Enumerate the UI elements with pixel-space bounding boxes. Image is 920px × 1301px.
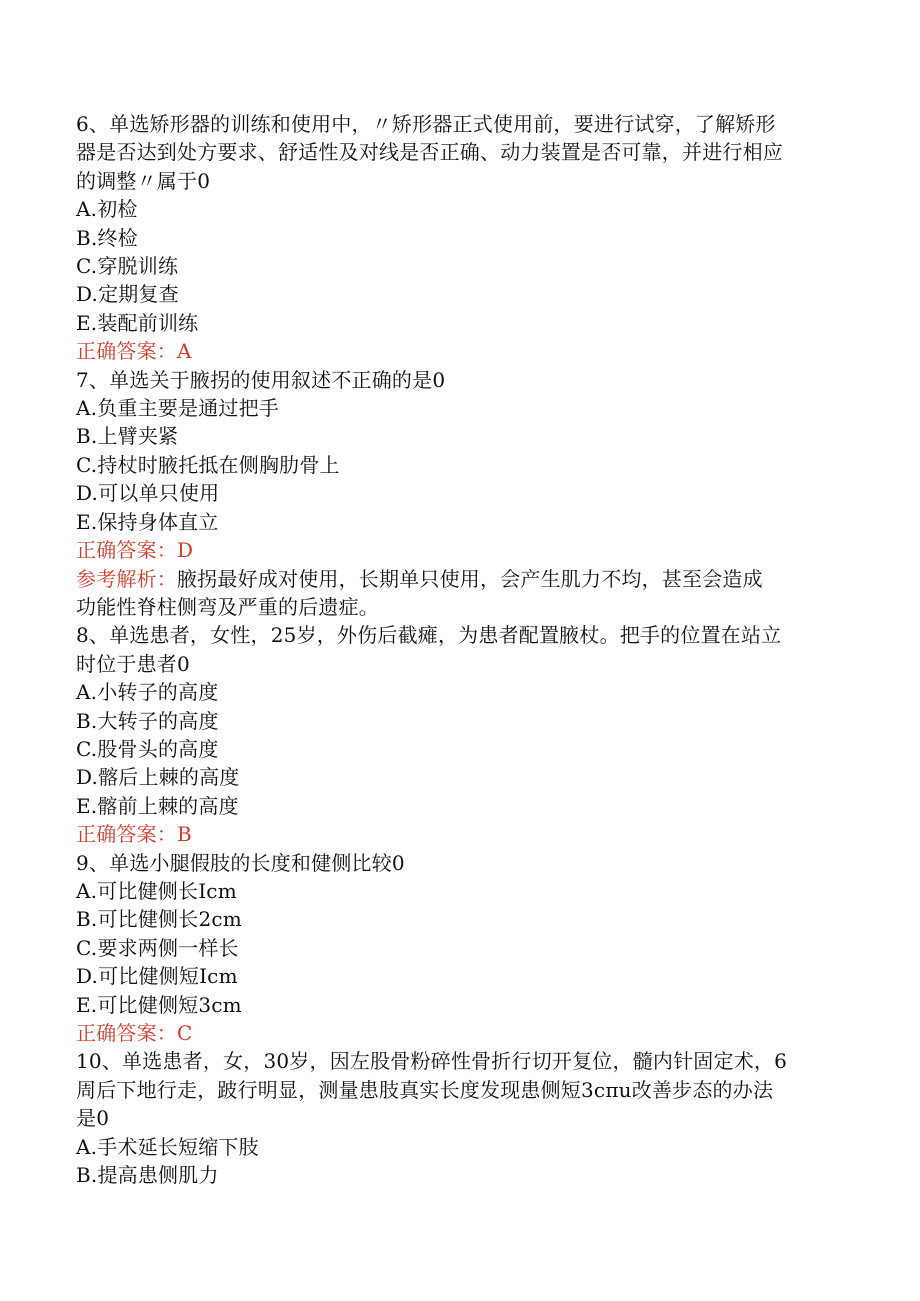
- option-b: B.大转子的高度: [76, 708, 219, 733]
- answer-line: [76, 1019, 846, 1047]
- option-d: D.髂后上棘的高度: [76, 765, 240, 790]
- answer-label: 正确答案：: [76, 538, 177, 563]
- option-b: B.可比健侧长2cm: [76, 907, 242, 932]
- option-c: C.股骨头的高度: [76, 736, 219, 761]
- option-a: A.可比健侧长Icm: [76, 878, 237, 903]
- answer-value: D: [177, 538, 194, 563]
- option-a: A.小转子的高度: [76, 680, 219, 705]
- option-d: D.可比健侧短Icm: [76, 964, 238, 989]
- question-stem-line: 7、单选关于腋拐的使用叙述不正确的是0: [76, 367, 446, 392]
- answer-line: [76, 337, 846, 365]
- option-e: E.髂前上棘的高度: [76, 793, 239, 818]
- analysis-text: 腋拐最好成对使用，长期单只使用，会产生肌力不均，甚至会造成: [177, 566, 763, 591]
- answer-label: 正确答案：: [76, 339, 177, 364]
- question-7: [76, 366, 846, 622]
- question-10: [76, 1047, 846, 1189]
- question-stem-line: 时位于患者0: [76, 651, 190, 676]
- option-e: E.保持身体直立: [76, 509, 219, 534]
- analysis-line: 功能性脊柱侧弯及严重的后遗症。: [76, 594, 379, 619]
- option-b: B.提高患侧肌力: [76, 1163, 219, 1188]
- question-stem-line: 10、单选患者，女，30岁，因左股骨粉碎性骨折行切开复位，髓内针固定术，6: [76, 1049, 788, 1074]
- option-b: B.终检: [76, 225, 138, 250]
- answer-label: 正确答案：: [76, 1021, 177, 1045]
- question-8: [76, 621, 846, 848]
- answer-value: B: [177, 822, 192, 847]
- document-page: [76, 110, 846, 1189]
- question-stem-line: 6、单选矫形器的训练和使用中，〃矫形器正式使用前，要进行试穿，了解矫形: [76, 112, 776, 136]
- answer-label: 正确答案：: [76, 822, 177, 847]
- option-c: C.持杖时腋托抵在侧胸肋骨上: [76, 452, 340, 477]
- option-d: D.可以单只使用: [76, 481, 220, 506]
- answer-line: [76, 820, 846, 848]
- question-stem-line: 8、单选患者，女性，25岁，外伤后截瘫，为患者配置腋杖。把手的位置在站立: [76, 623, 782, 648]
- option-c: C.要求两侧一样长: [76, 935, 239, 960]
- option-e: E.装配前训练: [76, 310, 199, 335]
- option-a: A.负重主要是通过把手: [76, 396, 280, 421]
- answer-line: [76, 536, 846, 564]
- question-stem-line: 器是否达到处方要求、舒适性及对线是否正确、动力装置是否可靠，并进行相应: [76, 140, 783, 165]
- question-9: [76, 849, 846, 1048]
- option-a: A.初检: [76, 197, 138, 222]
- answer-value: A: [177, 339, 192, 364]
- answer-value: C: [177, 1021, 193, 1045]
- question-stem-line: 是0: [76, 1106, 110, 1131]
- question-6: [76, 110, 846, 366]
- analysis-line: [76, 565, 846, 593]
- option-e: E.可比健侧短3cm: [76, 992, 242, 1017]
- question-stem-line: 周后下地行走，跛行明显，测量患肢真实长度发现患侧短3cπu改善步态的办法: [76, 1077, 774, 1102]
- option-b: B.上臂夹紧: [76, 424, 179, 449]
- question-stem-line: 的调整〃属于0: [76, 168, 211, 193]
- question-stem-line: 9、单选小腿假肢的长度和健侧比较0: [76, 850, 405, 875]
- option-d: D.定期复查: [76, 282, 179, 307]
- option-a: A.手术延长短缩下肢: [76, 1134, 259, 1159]
- analysis-label: 参考解析：: [76, 566, 177, 591]
- option-c: C.穿脱训练: [76, 254, 179, 279]
